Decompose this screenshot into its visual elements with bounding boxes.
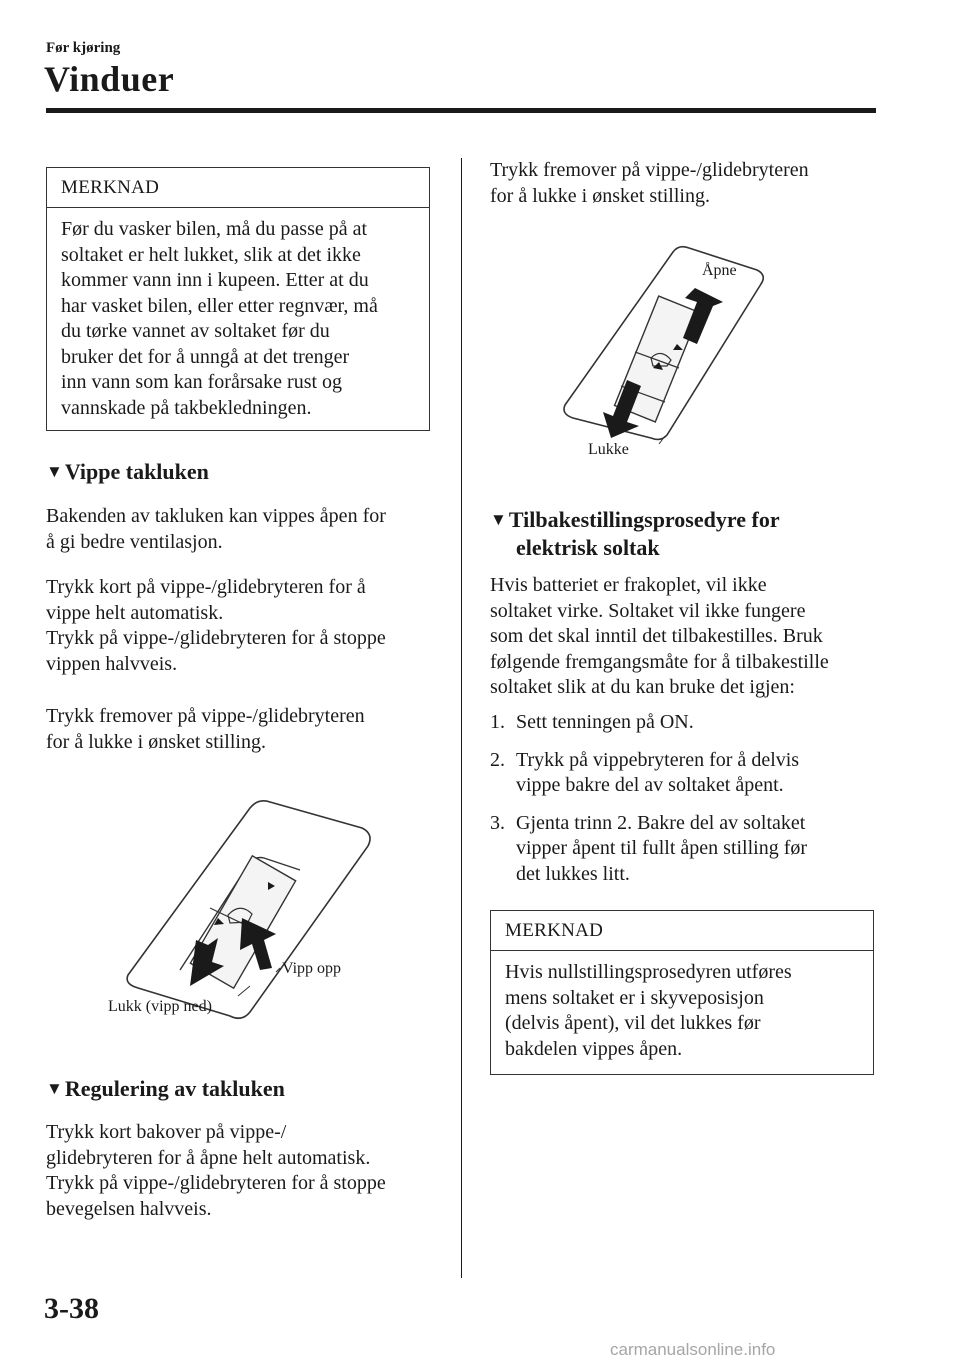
heading-text: Regulering av takluken <box>64 1076 285 1101</box>
step-number: 1. <box>490 711 505 733</box>
triangle-bullet-icon: ▼ <box>490 510 507 529</box>
steps-list <box>490 710 890 899</box>
note-box-right <box>490 910 874 1075</box>
note-body <box>47 208 429 421</box>
text-line: soltaket er helt lukket, slik at det ikke <box>61 243 361 266</box>
heading-text: Tilbakestillingsprosedyre for <box>508 507 780 532</box>
step-number: 2. <box>490 748 505 771</box>
note-body <box>491 951 873 1062</box>
text-line: soltaket slik at du kan bruke det igjen: <box>490 676 795 698</box>
text-line: å gi bedre ventilasjon. <box>46 530 223 553</box>
text-line: for å lukke i ønsket stilling. <box>46 730 266 753</box>
figure-label-tilt-up: Vipp opp <box>282 960 342 977</box>
note-box-left <box>46 167 430 431</box>
note-title: MERKNAD <box>491 911 873 951</box>
text-line: Trykk fremover på vippe-/glidebryteren <box>490 159 809 181</box>
text-line: Trykk på vippebryteren for å delvis <box>516 748 800 771</box>
list-item <box>490 748 890 799</box>
heading-vippe <box>46 458 209 486</box>
text-line: du tørke vannet av soltaket før du <box>61 320 330 342</box>
text-line: bakdelen vippes åpen. <box>505 1037 683 1060</box>
text-line: soltaket virke. Soltaket vil ikke fungere <box>490 599 806 622</box>
text-line: det lukkes litt. <box>516 862 630 885</box>
figure-label-open: Åpne <box>702 262 737 279</box>
text-line: Bakenden av takluken kan vippes åpen for <box>46 505 386 527</box>
page-number: 3-38 <box>44 1292 99 1325</box>
paragraph <box>46 1120 456 1222</box>
slide-switch-figure <box>555 240 775 450</box>
heading-regulering <box>46 1075 285 1103</box>
text-line: Sett tenningen på ON. <box>516 711 694 733</box>
text-line: bevegelsen halvveis. <box>46 1197 212 1220</box>
triangle-bullet-icon: ▼ <box>46 1079 63 1098</box>
page-title: Vinduer <box>44 59 175 99</box>
text-line: Trykk på vippe-/glidebryteren for å stoppe <box>46 627 386 649</box>
text-line: inn vann som kan forårsake rust og <box>61 371 343 393</box>
heading-reset <box>490 506 890 562</box>
text-line: har vasket bilen, eller etter regnvær, må <box>61 294 378 317</box>
text-line: Hvis batteriet er frakoplet, vil ikke <box>490 574 767 596</box>
paragraph <box>490 573 900 701</box>
text-line: Trykk på vippe-/glidebryteren for å stoppe <box>46 1172 386 1194</box>
text-line: for å lukke i ønsket stilling. <box>490 184 710 207</box>
paragraph <box>46 575 446 677</box>
tilt-switch-figure <box>100 790 400 1030</box>
triangle-bullet-icon: ▼ <box>46 462 63 481</box>
text-line: som det skal inntil det tilbakestilles. Bruk <box>490 625 823 647</box>
figure-label-tilt-down: Lukk (vipp ned) <box>108 998 212 1015</box>
text-line: Trykk kort på vippe-/glidebryteren for å <box>46 576 366 598</box>
text-line: Gjenta trinn 2. Bakre del av soltaket <box>516 811 806 834</box>
list-item <box>490 811 890 888</box>
text-line: bruker det for å unngå at det trenger <box>61 345 350 368</box>
text-line: Hvis nullstillingsprosedyren utføres <box>505 961 792 983</box>
text-line: kommer vann inn i kupeen. Etter at du <box>61 269 369 291</box>
section-label: Før kjøring <box>46 40 121 56</box>
text-line: vippen halvveis. <box>46 652 178 675</box>
paragraph <box>490 158 890 209</box>
text-line: (delvis åpent), vil det lukkes før <box>505 1012 761 1034</box>
text-line: vannskade på takbekledningen. <box>61 396 312 419</box>
text-line: glidebryteren for å åpne helt automatisk. <box>46 1146 371 1169</box>
note-title: MERKNAD <box>47 168 429 208</box>
step-number: 3. <box>490 811 505 834</box>
figure-label-close: Lukke <box>588 441 629 458</box>
paragraph <box>46 704 446 755</box>
watermark: carmanualsonline.info <box>610 1340 776 1359</box>
text-line: Trykk kort bakover på vippe-/ <box>46 1121 287 1143</box>
paragraph <box>46 504 446 555</box>
text-line: vippe helt automatisk. <box>46 601 224 624</box>
text-line: vippe bakre del av soltaket åpent. <box>516 774 784 796</box>
text-line: Før du vasker bilen, må du passe på at <box>61 218 368 240</box>
title-divider <box>46 108 876 113</box>
list-item <box>490 710 890 736</box>
heading-text: elektrisk soltak <box>516 535 660 560</box>
heading-text: Vippe takluken <box>64 459 209 484</box>
column-divider <box>461 158 462 1278</box>
text-line: mens soltaket er i skyveposisjon <box>505 986 764 1009</box>
text-line: vipper åpent til fullt åpen stilling før <box>516 837 808 859</box>
text-line: følgende fremgangsmåte for å tilbakestille <box>490 650 829 673</box>
text-line: Trykk fremover på vippe-/glidebryteren <box>46 705 365 727</box>
